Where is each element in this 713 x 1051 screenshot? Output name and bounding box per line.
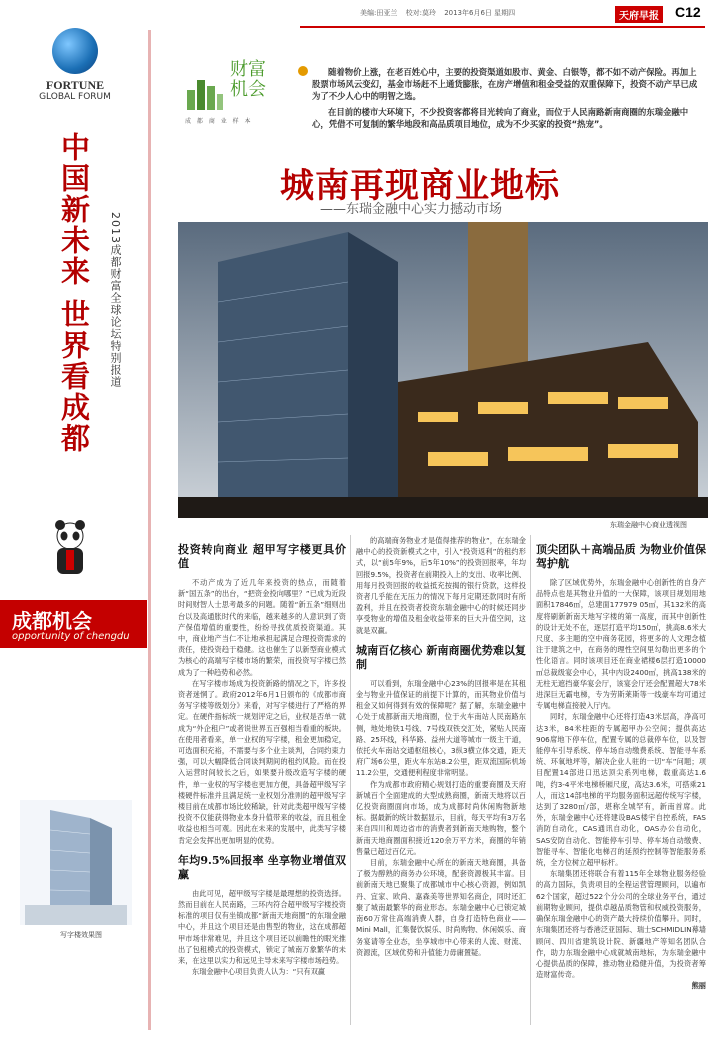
left-divider [148, 30, 151, 1030]
article-title: 城南再现商业地标 [280, 166, 560, 206]
office-rendering-caption: 写字楼效果图 [60, 931, 102, 939]
forum-logo-sub: GLOBAL FORUM [39, 92, 111, 102]
proofreader-credit: 校对:莫玲 [405, 9, 436, 17]
paragraph: 在写字楼市场成为投资新路的情况之下，许多投资者迷惘了。政府2012年6月1日颁布的《成都市商务写字楼等级划分》来看，对写字楼进行了严格的界定。在硬件指标统一规划评定之后，业权是否单一就成为“外企租户”或者说世界五百强相当看重的板块。在使用者看来，单一业权的写字楼，租金更加稳定，可选面积充裕，不需要与多个业主谈判，合同约束力强，可以大幅降低合同谈判期间的租约风险。而在投入运营时间较长之后，如果要升级改造写字楼的硬件，单一业权的写字楼也更加方便，具备超甲级写字楼硬件标准并且满足统一业权划分准则的超甲级写字楼目前在成都市场比较稀缺，针对此类超甲级写字楼投资不仅能获得物业本身升值带来的收益，而且租金收益也相当可观。因此在未来的发展中，此类写字楼肯定会发挥出更加明显的优势。 [178, 678, 346, 845]
chengdu-opportunity-title: 成都机会 [12, 609, 92, 633]
globe-icon [52, 28, 98, 74]
paragraph: 目前，东瑞金融中心所在的新南天地商圈，具备了极为醇熟的商务办公环境，配套资源极其丰富。目前新南天地已聚集了成都城市中心核心资源，例如凯丹、宜家、欧尚、嘉森美等世界知名商企，同时还汇聚了城南最繁华的商业形态。东瑞金融中心已锁定城南60万常住高端消费人群，自身打造特色商业——Mini Mall，汇集餐饮娱乐、时尚购物、休闲娱乐、商务宴请等全业态，坐享城市中心带来的人流、财流、资源流，区域优势和升值能力毋庸置疑。 [356, 858, 526, 957]
subheading: 投资转向商业 超甲写字楼更具价值 [178, 543, 346, 570]
paragraph: 除了区域优势外，东瑞金融中心创新性的自身产品特点也是其物业升值的一大保障，该项目规划用地面积17846㎡，总建面177979 05㎡，其132米的高度将刷新新南天地写字楼的第一高度，而其中创新性的设计无处不在，逐层打造平均150㎡，挑高8.6米大尺度、多主题的空中商务花园，将更多的人文理念植注于建筑之中，在商务的理性空间里勾勒出更多的个性化语言。同时该项目还在商业裙楼6层打造10000㎡总裁级宴会中心，其中内设2400㎡，挑高138米的无柱无遮挡豪华宴会厅，该宴会厅还会配置超大78米进深巨无霸电梯，专为劳斯莱斯等一线豪车均可通过专属电梯直接驶入厅内。 [536, 578, 706, 711]
issue-date: 2013年6月6日 星期四 [444, 9, 516, 17]
subheading: 顶尖团队＋高端品质 为物业价值保驾护航 [536, 543, 706, 570]
header-rule [300, 26, 705, 28]
article-column-2 [356, 535, 526, 958]
section-logo-title: 财富机会 [230, 59, 266, 100]
column-divider [530, 535, 531, 1025]
lead-paragraph: 随着物价上涨，在老百姓心中，主要的投资渠道如股市、黄金、白银等，都不如不动产保险。再加上股票市场风云变幻，基金市场赶不上通货膨胀，在房产增值和租金受益的双重保障下，投资不动产早已成为了不少人心中的明智之选。 [312, 67, 698, 101]
newspaper-name: 天府早报 [615, 6, 663, 23]
paragraph: 同时，东瑞金融中心还将打造43米层高，净高可达3米，84米柱距的专属超甲办公空间；提供高达906席地下停车位，配置专属的总裁停车位，以及智能停车引导系统、停车场自动缴费系统、智能寻车系统、环氧地坪等，解决企业人驻的一切“车”问题；项目配置14部进口迅达顶尖系列电梯，载重高达1.6吨，约3-4平米电梯桥厢尺度，高达3.6米，可搭乘21人，而这14部电梯的平均服务面积远超传统写字楼，达到了3280㎡/部，堪称全城罕有，新南首席。此外，东瑞金融中心还将建设BAS楼宇自控系统，FAS消防自动化，CAS通讯自动化，OAS办公自动化，SAS安防自动化、智能停车引导、停车场自动缴费、智能寻车、智能化电梯召的延预约控制等智能服务系统，全方位树立超甲标杆。 [536, 712, 706, 868]
lead-paragraph: 在目前的楼市大环境下，不少投资客都将目光转向了商业，而位于人民南路新南商圈的东瑞金融中心，凭借不可复制的繁华地段和高品质项目地位，成为不少买家的投资“热宠”。 [312, 107, 689, 129]
subheading: 城南百亿核心 新南商圈优势难以复制 [356, 643, 526, 671]
paragraph: 可以看到，东瑞金融中心23%的回报率是在其租金与物业升值保证的前提下计算的，而其物业价值与租金又如何得到有效的保障呢？据了解，东瑞金融中心处于成都新南天地商圈，位于火车南站人民南路东侧，地处地铁1号线、7号线双铁交汇处，紧贴人民南路、25环线，科华路、益州大道等城市一级主干道，依托火车南站交通枢纽核心，3纵3横立体交通，距天府广场6公里，距火车东站8.2公里，距双流国际机场11.2公里，交通便利程度非常明显。 [356, 678, 526, 778]
commercial-perspective-photo [178, 222, 708, 518]
lead-bullet-icon [298, 66, 308, 76]
column-divider [350, 535, 351, 1025]
article-subtitle: ——东瑞金融中心实力撼动市场 [320, 202, 503, 217]
paragraph: 由此可见，超甲级写字楼是最理想的投资选择。然而目前在人民南路，三环内符合超甲级写字楼投资标准的项目仅有坐镇成都“新南天地商圈”的东瑞金融中心，并且这个项目还是由售型的物业，这在成都超甲市场非常难见，并且这个项目还以前瞻性的眼光推出了包租模式的投资模式，锁定了城南万象繁华的未来，在这里以实力和远见主导未来写字楼市场趋势。 [178, 888, 346, 966]
photo-caption: 东瑞金融中心商业透视图 [610, 521, 687, 529]
chengdu-opportunity-sub: opportunity of chengdu [12, 631, 130, 642]
lead-paragraphs [312, 66, 702, 134]
page-number: C12 [675, 4, 701, 20]
special-report-title: 中国新未来 世界看成都 [57, 132, 91, 455]
special-report-sub: 2013成都财富全球论坛特别报道 [109, 212, 122, 388]
forum-logo-name: FORTUNE [45, 78, 105, 92]
subheading: 年均9.5%回报率 坐享物业增值双赢 [178, 853, 346, 881]
byline: 熊丽 [691, 981, 706, 991]
section-logo-sub: 成 都 商 业 样 本 [185, 118, 253, 125]
paragraph: 作为成都市政府精心规划打造的重要商圈及天府新城百个全面建成的大型成熟商圈，新南天地将以百亿投资商圈面向市场，成为成都时尚休闲购物新地标。据最新的统计数据显示，目前，每天平均有3万名来自四川和周边省市的消费者到新南天地购物，整个新南天地商圈面积接近120余万平方米，商圈的年销售量已超过百亿元。 [356, 779, 526, 856]
article-column-3 [536, 535, 706, 992]
paragraph: 的高端商务物业才是值得推荐的物业”，在东瑞金融中心的投资新模式之中，引入“投资返利”的租约形式，以“前5年9%，后5年10%”的投资回报率，年均回报9.5%，投资者在前期投入上的支出、收率比例、用每月投资回报的收益抵充按揭的银行贷款，这样投资者几乎能在无压力的情况下每月定期还款同时有所盈利，并且在投资者投资东瑞金融中心的时候还同步享受物业的增值及租金收益带来的巨大升值空间，这就是双赢。 [356, 536, 526, 635]
paragraph: 东瑞金融中心项目负责人认为：“只有双赢 [192, 967, 326, 977]
buildings-icon [185, 72, 225, 112]
paragraph: 不动产成为了近几年来投资的热点，而随着新“国五条”的出台，“把资金投向哪里？”已成为近段时间财智人士思考最多的问题。随着“新五条”细则出台以及高通胀时代的来临，越来越多的人意识到了资产保值增值的重要性，纷纷寻找优质投资渠道。其中，商业地产当仁不让地承担起满足合理投资需求的责任，使投资趋于稳健。这也催生了以新型商业模式为核心的高端写字楼市场的繁荣，而投资写字楼已然成为了一种趋势和必然。 [178, 578, 346, 677]
editor-credit: 美编:田亚兰 [360, 9, 398, 17]
panda-mascot-icon [48, 520, 92, 576]
office-rendering-image [20, 800, 132, 925]
paragraph: 东瑞集团还将联合有着115年全球物业服务经验的高力国际，负责项目的全程运营管理顾问，以遍布62个国家，超过522个分公司的全球业务平台，通过前期物业顾问，提供卓越品质物管和权威投资服务，确保东瑞金融中心的资产最大持续价值攀升。同时，东瑞集团还将与香港泛亚国际、瑞士SCHMIDLIN幕墙顾问、四川省建筑设计院、新疆地产等知名团队合作，助力东瑞金融中心成就城南地标，为东瑞金融中心提供品质的保障，推动物业稳健升值，为投资者筹造财富传奇。 [536, 869, 706, 980]
article-column-1 [178, 535, 346, 978]
